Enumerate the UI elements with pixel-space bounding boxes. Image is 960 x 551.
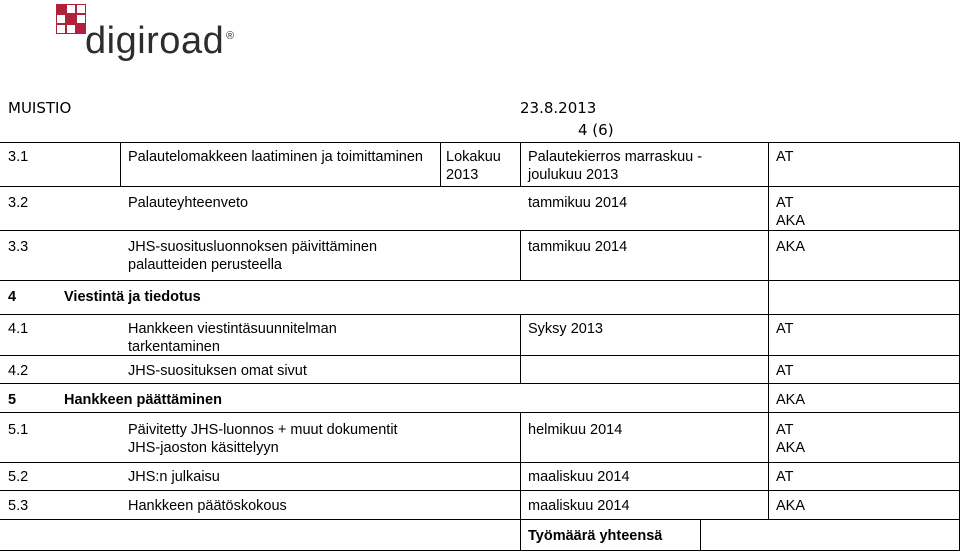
responsible-text: AKA — [776, 239, 806, 255]
column-divider — [520, 355, 521, 383]
row-divider — [0, 462, 960, 463]
section-title: Viestintä ja tiedotus — [64, 289, 201, 305]
schedule-table — [0, 142, 960, 551]
task-text: JHS-suositusluonnoksen päivittäminen — [128, 239, 378, 255]
row-divider — [0, 490, 960, 491]
row-divider — [0, 142, 960, 143]
row-number: 5.1 — [8, 422, 29, 438]
task-text: Päivitetty JHS-luonnos + muut dokumentit — [128, 422, 398, 438]
row-divider — [0, 280, 960, 281]
task-text: JHS-jaoston käsittelyyn — [128, 440, 279, 456]
logo-square — [76, 4, 86, 14]
logo-registered-mark: ® — [226, 30, 235, 42]
schedule-text: tammikuu 2014 — [528, 239, 628, 255]
responsible-text: AKA — [776, 213, 806, 229]
column-divider — [520, 230, 521, 280]
start-text: Lokakuu — [446, 149, 501, 165]
logo-square — [56, 14, 66, 24]
logo-square — [56, 4, 66, 14]
task-text: palautteiden perusteella — [128, 257, 282, 273]
page-number: 4 (6) — [578, 121, 614, 139]
row-number: 5.2 — [8, 469, 29, 485]
column-divider — [520, 314, 521, 355]
start-text: 2013 — [446, 167, 479, 183]
document-date: 23.8.2013 — [520, 99, 597, 117]
column-divider — [440, 142, 441, 186]
row-divider — [0, 383, 960, 384]
responsible-text: AT — [776, 195, 794, 211]
logo-square — [66, 4, 76, 14]
logo-square — [66, 24, 76, 34]
document-type: MUISTIO — [8, 99, 72, 117]
row-number: 3.1 — [8, 149, 29, 165]
row-number: 3.2 — [8, 195, 29, 211]
schedule-text: Palautekierros marraskuu - — [528, 149, 703, 165]
row-number: 3.3 — [8, 239, 29, 255]
row-divider — [0, 412, 960, 413]
column-divider — [768, 142, 769, 519]
schedule-text: joulukuu 2013 — [528, 167, 619, 183]
task-text: Palautelomakkeen laatiminen ja toimittaminen — [128, 149, 423, 165]
column-divider — [120, 142, 121, 186]
responsible-text: AT — [776, 321, 794, 337]
section-title: Hankkeen päättäminen — [64, 392, 222, 408]
column-divider — [520, 142, 521, 186]
task-text: JHS:n julkaisu — [128, 469, 220, 485]
row-divider — [0, 314, 960, 315]
responsible-text: AKA — [776, 498, 806, 514]
total-label: Työmäärä yhteensä — [528, 528, 663, 544]
section-number: 5 — [8, 392, 17, 408]
row-divider — [0, 519, 960, 520]
task-text: JHS-suosituksen omat sivut — [128, 363, 307, 379]
row-divider — [0, 186, 960, 187]
responsible-text: AT — [776, 422, 794, 438]
row-number: 4.2 — [8, 363, 29, 379]
responsible-text: AKA — [776, 392, 806, 408]
logo-square — [56, 24, 66, 34]
task-text: tarkentaminen — [128, 339, 220, 355]
row-divider — [0, 230, 960, 231]
logo-wordmark: digiroad — [85, 20, 225, 62]
schedule-text: helmikuu 2014 — [528, 422, 623, 438]
responsible-text: AT — [776, 363, 794, 379]
column-divider — [700, 519, 701, 550]
responsible-text: AT — [776, 469, 794, 485]
schedule-text: maaliskuu 2014 — [528, 469, 630, 485]
row-number: 4.1 — [8, 321, 29, 337]
task-text: Hankkeen päätöskokous — [128, 498, 287, 514]
schedule-text: tammikuu 2014 — [528, 195, 628, 211]
responsible-text: AKA — [776, 440, 806, 456]
responsible-text: AT — [776, 149, 794, 165]
schedule-text: maaliskuu 2014 — [528, 498, 630, 514]
section-number: 4 — [8, 289, 17, 305]
logo-square — [66, 14, 76, 24]
row-number: 5.3 — [8, 498, 29, 514]
task-text: Palauteyhteenveto — [128, 195, 249, 211]
task-text: Hankkeen viestintäsuunnitelman — [128, 321, 337, 337]
column-divider — [520, 412, 521, 550]
schedule-text: Syksy 2013 — [528, 321, 603, 337]
